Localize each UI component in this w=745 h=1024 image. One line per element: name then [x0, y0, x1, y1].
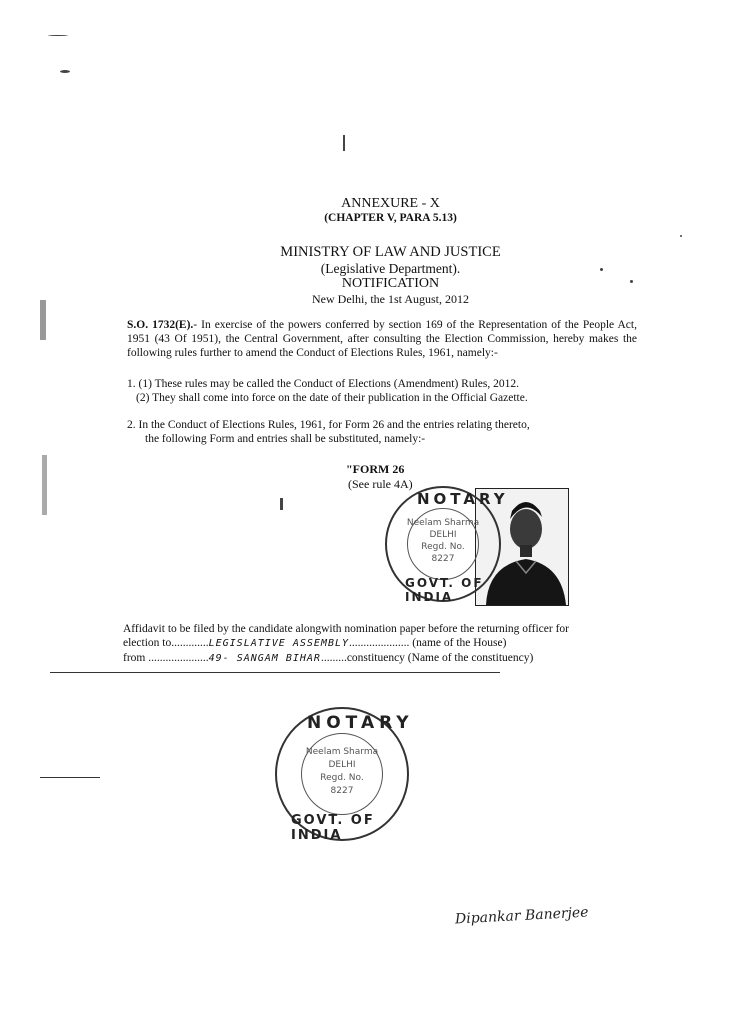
form-title: "FORM 26	[346, 462, 405, 476]
notification-heading: NOTIFICATION	[341, 276, 440, 291]
constituency-handwritten: 49- SANGAM BIHAR	[208, 653, 321, 664]
affidavit-line2-prefix: election to.............	[123, 637, 209, 649]
notary-stamp-lower	[275, 707, 414, 843]
ministry-heading: MINISTRY OF LAW AND JUSTICE	[280, 244, 501, 260]
rule-2-line1: 2. In the Conduct of Elections Rules, 1961, for Form 26 and the entries relating thereto,	[127, 419, 530, 431]
annexure-heading: ANNEXURE - X	[341, 196, 440, 211]
stamp-top-text: NOTARY	[417, 490, 509, 508]
stamp-city: DELHI	[429, 530, 457, 540]
chapter-reference: (CHAPTER V, PARA 5.13)	[324, 212, 457, 224]
margin-line	[40, 777, 100, 778]
rule-2-line2: the following Form and entries shall be substituted, namely:-	[145, 433, 426, 445]
affidavit-line1: Affidavit to be filed by the candidate alongwith nomination paper before the returning officer for	[123, 623, 570, 635]
stamp2-name: Neelam Sharma	[305, 747, 379, 757]
affidavit-block	[123, 622, 569, 666]
stamp2-bottom-text: GOVT. OF INDIA	[291, 813, 375, 843]
affidavit-line2	[123, 636, 569, 651]
stamp-number: 8227	[431, 554, 455, 564]
scan-mark	[60, 70, 70, 73]
affidavit-line3-prefix: from .....................	[123, 652, 209, 664]
so-text: - In exercise of the powers conferred by section 169 of the Representation of the People Act, 1951 (43 Of 1951), the Central Government, after consulting the Election Commission, hereby makes the following rules further to amend the Conduct of Elections Rules, 1961, namely:-	[127, 319, 637, 359]
rule-1-2: (2) They shall come into force on the date of their publication in the Official Gazette.	[136, 392, 528, 404]
stamp2-regd: Regd. No.	[320, 773, 364, 783]
scan-mark	[42, 455, 47, 515]
stamp2-city: DELHI	[328, 760, 356, 770]
so-paragraph	[127, 318, 637, 360]
affidavit-line3-suffix: .........constituency (Name of the constituency)	[320, 652, 534, 664]
scan-mark	[680, 235, 682, 237]
separator-line	[50, 672, 500, 673]
signature: Dipankar Banerjee	[454, 904, 589, 928]
scan-mark	[48, 35, 68, 36]
stamp-regd: Regd. No.	[421, 542, 465, 552]
stamp2-number: 8227	[330, 786, 354, 796]
scan-mark	[280, 498, 283, 510]
stamp-name: Neelam Sharma	[406, 518, 480, 528]
affidavit-line3	[123, 651, 569, 666]
so-number: S.O. 1732(E).	[127, 319, 194, 331]
notary-stamp	[385, 486, 509, 604]
stamp2-top-text: NOTARY	[307, 713, 414, 733]
scan-mark	[343, 135, 345, 151]
form-subtitle: (See rule 4A)	[348, 477, 413, 491]
rule-1-1: 1. (1) These rules may be called the Conduct of Elections (Amendment) Rules, 2012.	[127, 378, 519, 390]
affidavit-line2-suffix: ..................... (name of the House)	[349, 637, 507, 649]
house-name-handwritten: LEGISLATIVE ASSEMBLY	[208, 638, 350, 649]
stamp-bottom-text: GOVT. OF INDIA	[405, 576, 484, 604]
date-line: New Delhi, the 1st August, 2012	[312, 292, 469, 306]
department-heading: (Legislative Department).	[320, 261, 461, 276]
